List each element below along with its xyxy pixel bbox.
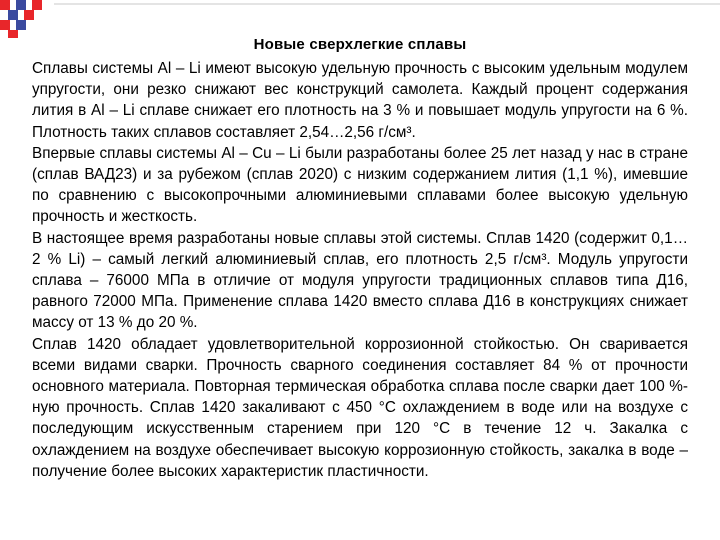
header-divider-line xyxy=(0,0,720,40)
paragraph-history: Впервые сплавы системы Al – Cu – Li были разработаны более 25 лет назад у нас в стране (сплав ВАД23) и за рубежом (сплав 2020) с низким содержанием лития (1,1 %), имевшие по сравнению с высокопрочными алюминиевыми сплавами более высокую удельную прочность и жесткость. xyxy=(32,144,688,226)
page-title: Новые сверхлегкие сплавы xyxy=(253,36,467,53)
paragraph-alloy-1420: В настоящее время разработаны новые сплавы этой системы. Сплав 1420 (содержит 0,1…2 % Li) – самый легкий алюминиевый сплав, его плотность 2,5 г/см³. Модуль упругости сплава – 76000 МПа в отличие от модуля упругости традиционных сплавов типа Д16, равного 72000 МПа. Применение сплава 1420 вместо сплава Д16 в конструкциях снижает массу от 13 % до 20 %. xyxy=(32,229,688,332)
paragraph-intro: Сплавы системы Al – Li имеют высокую удельную прочность с высоким удельным модулем упругости, они резко снижают вес конструкций самолета. Каждый процент содержания лития в Al – Li сплаве снижает его плотность на 3 % и повышает модуль упругости на 6 %. Плотность таких сплавов составляет 2,54…2,56 г/см³. xyxy=(32,60,688,141)
corner-squares-logo xyxy=(0,0,60,40)
paragraph-welding-treatment: Сплав 1420 обладает удовлетворительной коррозионной стойкостью. Он сваривается всеми видами сварки. Прочность сварного соединения составляет 84 % от прочности основного материала. Повторная термическая обработка сплава после сварки дает 100 %-ную прочность. Сплав 1420 закаливают с 450 °C охлаждением в воде или на воздухе с последующим искусственным старением при 120 °C в течение 12 ч. Закалка с охлаждением на воздухе обеспечивает высокую коррозионную стойкость, закалка в воде – получение более высоких характеристик пластичности. xyxy=(32,335,688,480)
document-body xyxy=(32,58,688,482)
